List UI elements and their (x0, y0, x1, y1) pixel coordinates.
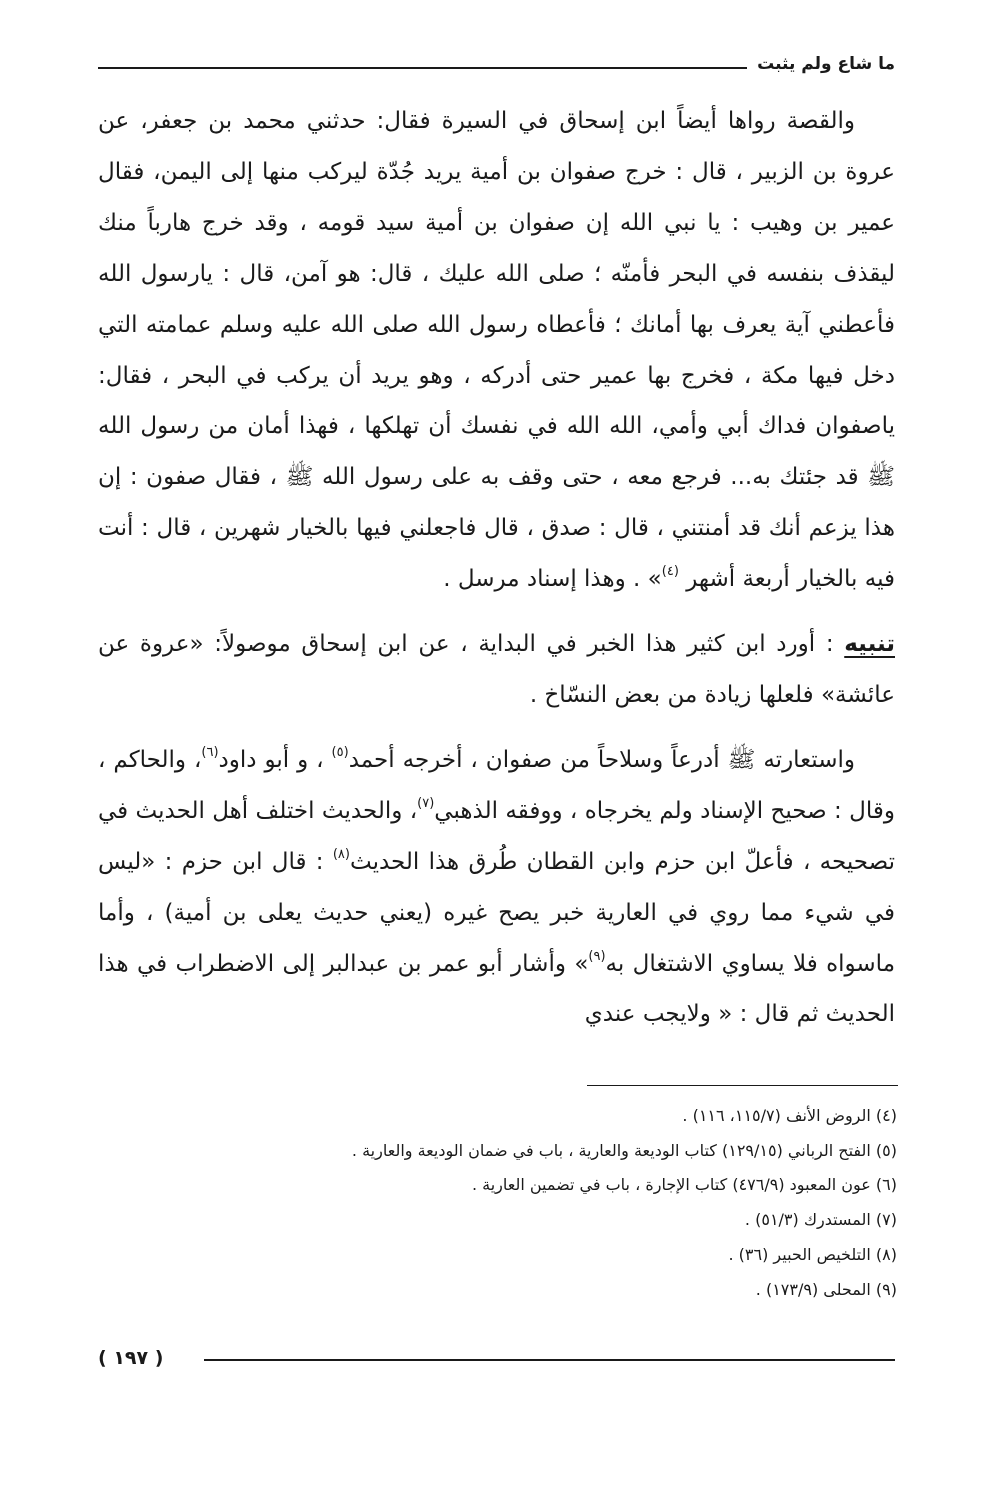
footnote-ref-5[interactable]: (٥) (331, 744, 349, 760)
story-text: والقصة رواها أيضاً ابن إسحاق في السيرة فقال: حدثني محمد بن جعفر، عن عروة بن الزبير ، قال : خرج صفوان بن أمية يريد جُدّة ليركب منها إلى اليمن، فقال عمير بن وهيب : يا نبي الله إن صفوان بن أمية سيد قومه ، وقد خرج هارباً منك ليقذف بنفسه في البحر فأمنّه ؛ صلى الله عليك ، قال: هو آمن، قال : يارسول الله فأعطني آية يعرف بها أمانك ؛ فأعطاه رسول الله صلى الله عليه وسلم عمامته التي دخل فيها مكة ، فخرج بها عمير حتى أدركه ، وهو يريد أن يركب في البحر ، فقال: ياصفوان فداك أبي وأمي، الله الله في نفسك أن تهلكها ، فهذا أمان من رسول الله ﷺ قد جئتك به... فرجع معه ، حتى وقف به على رسول الله ﷺ ، فقال صفون : إن هذا يزعم أنك قد أمنتني ، قال : صدق ، قال فاجعلني فيها بالخيار شهرين ، قال : أنت فيه بالخيار أربعة أشهر (98, 108, 895, 593)
footnote-ref-8[interactable]: (٨) (332, 846, 350, 862)
footnotes-list (97, 1099, 897, 1307)
running-header (98, 52, 895, 78)
paragraph-note (98, 619, 895, 721)
footnote-ref-7[interactable]: (٧) (417, 795, 435, 811)
page-footer (98, 1345, 895, 1375)
borrowing-text-c: ، والحاكم ، وقال : صحيح الإسناد ولم يخرجاه ، ووفقه الذهبي (98, 746, 896, 824)
footnote-5: (٥) الفتح الرباني (١٢٩/١٥) كتاب الوديعة والعارية ، باب في ضمان الوديعة والعارية . (351, 1140, 897, 1160)
main-text (98, 96, 895, 1040)
running-title: ما شاع ولم يثبت (757, 54, 895, 74)
paragraph-story (98, 96, 895, 605)
footnote-ref-4[interactable]: (٤) (661, 564, 679, 580)
footnote-4: (٤) الروض الأنف (١١٥/٧، ١١٦) . (682, 1106, 897, 1125)
footnote-7: (٧) المستدرك (٥١/٣) . (744, 1210, 897, 1230)
footnote-8: (٨) التلخيص الحبير (٣٦) . (728, 1244, 897, 1264)
footnote-ref-6[interactable]: (٦) (201, 744, 219, 760)
paragraph-borrowing (98, 735, 895, 1040)
borrowing-text-a: واستعارته ﷺ أدرعاً وسلاحاً من صفوان ، أخرجه أحمد (348, 746, 855, 773)
borrowing-text-f: » وأشار أبو عمر بن عبدالبر إلى الاضطراب في هذا الحديث ثم قال : « ولايجب عندي (98, 950, 895, 1028)
borrowing-text-d: ، والحديث اختلف أهل الحديث في تصحيحه ، فأعلّ ابن حزم وابن القطان طُرق هذا الحديث (98, 797, 895, 875)
note-text: : أورد ابن كثير هذا الخبر في البداية ، عن ابن إسحاق موصولاً: «عروة عن عائشة» فلعلها زيادة من بعض النسّاخ . (98, 631, 895, 708)
header-rule (98, 67, 747, 69)
footnote-ref-9[interactable]: (٩) (588, 948, 606, 964)
note-label: تنبيه (844, 631, 895, 658)
footnote-separator (587, 1085, 898, 1086)
footnote-6: (٦) عون المعبود (٤٧٦/٩) كتاب الإجارة ، باب في تضمين العارية . (471, 1175, 897, 1195)
footnote-9: (٩) المحلى (١٧٣/٩) . (755, 1279, 897, 1299)
story-tail: » . وهذا إسناد مرسل . (443, 566, 662, 593)
footer-rule (204, 1359, 895, 1361)
borrowing-text-e: : قال ابن حزم : «ليس في شيء مما روي في العارية خبر يصح غيره (يعني حديث يعلى بن أمية) ، وأما ماسواه فلا يساوي الاشتغال به (98, 848, 896, 977)
page-number: ( ١٩٧ ) (98, 1347, 164, 1369)
borrowing-text-b: ، و أبو داود (218, 746, 332, 773)
